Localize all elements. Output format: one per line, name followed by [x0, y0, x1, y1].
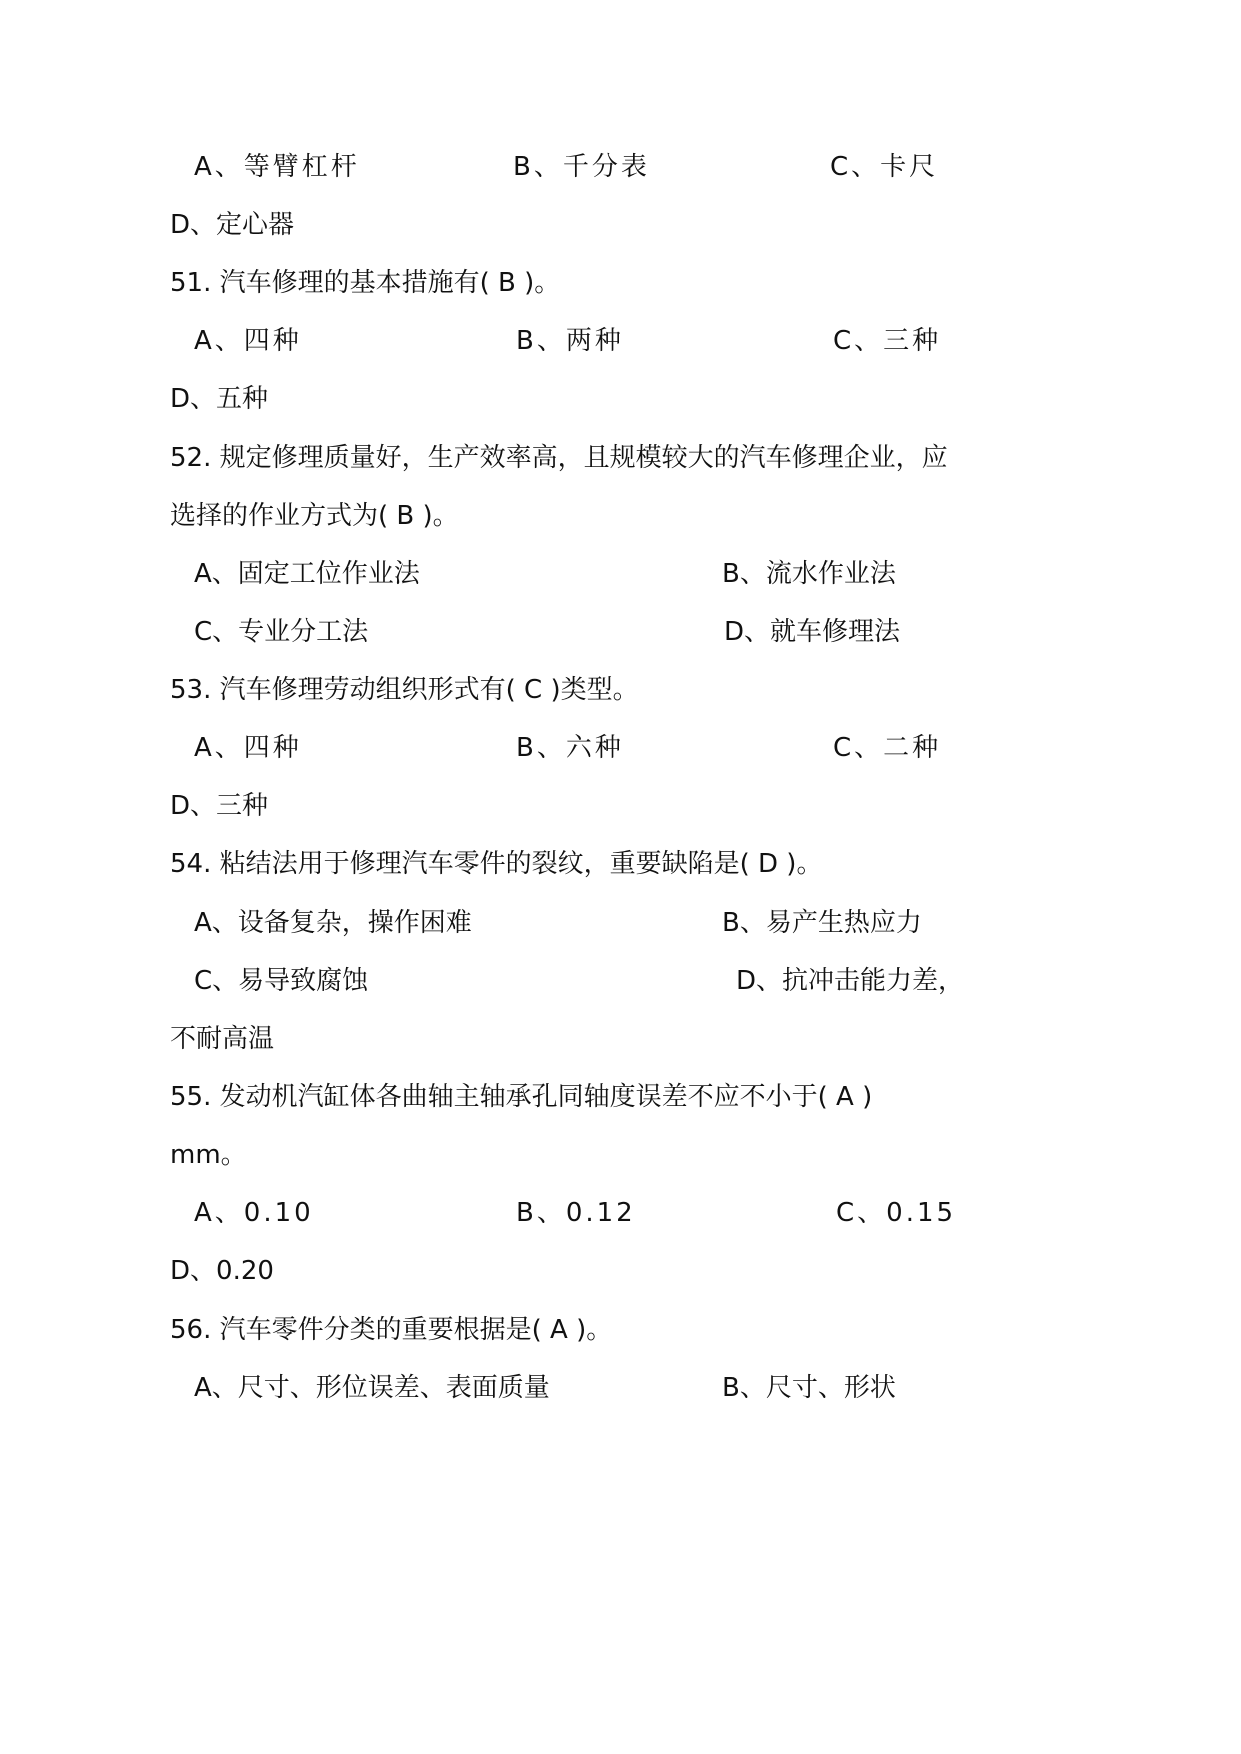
- question-55-unit: mm。: [170, 1140, 247, 1170]
- q52-option-d: D、就车修理法: [724, 617, 901, 647]
- q51-option-c: C、三种: [833, 326, 942, 356]
- q51-option-b: B、两种: [516, 326, 624, 356]
- q54-option-a: A、设备复杂，操作困难: [194, 908, 472, 938]
- q54-option-c: C、易导致腐蚀: [194, 966, 369, 996]
- q54-option-b: B、易产生热应力: [722, 908, 922, 938]
- q54-option-d: D、抗冲击能力差，: [736, 966, 965, 996]
- q51-option-d: D、五种: [170, 384, 269, 414]
- q53-option-c: C、二种: [833, 733, 942, 763]
- question-52-continued: 选择的作业方式为( B )。: [170, 501, 459, 531]
- question-52: 52. 规定修理质量好，生产效率高，且规模较大的汽车修理企业，应: [170, 443, 948, 473]
- q56-option-a: A、尺寸、形位误差、表面质量: [194, 1373, 550, 1403]
- question-54: 54. 粘结法用于修理汽车零件的裂纹，重要缺陷是( D )。: [170, 849, 823, 879]
- q50-option-a: A、等臂杠杆: [194, 152, 360, 182]
- question-55: 55. 发动机汽缸体各曲轴主轴承孔同轴度误差不应不小于( A ): [170, 1082, 873, 1112]
- q53-option-d: D、三种: [170, 791, 269, 821]
- q56-option-b: B、尺寸、形状: [722, 1373, 896, 1403]
- q55-option-a: A、0.10: [194, 1198, 314, 1228]
- q51-option-a: A、四种: [194, 326, 302, 356]
- q55-option-b: B、0.12: [516, 1198, 636, 1228]
- q52-option-a: A、固定工位作业法: [194, 559, 420, 589]
- q52-option-b: B、流水作业法: [722, 559, 896, 589]
- q50-option-c: C、卡尺: [830, 152, 939, 182]
- q54-option-d-continued: 不耐高温: [170, 1024, 275, 1054]
- q50-option-b: B、千分表: [513, 152, 650, 182]
- question-53: 53. 汽车修理劳动组织形式有( C )类型。: [170, 675, 639, 705]
- q53-option-a: A、四种: [194, 733, 302, 763]
- q55-option-d: D、0.20: [170, 1256, 274, 1286]
- q52-option-c: C、专业分工法: [194, 617, 369, 647]
- q50-option-d: D、定心器: [170, 210, 295, 240]
- question-56: 56. 汽车零件分类的重要根据是( A )。: [170, 1315, 613, 1345]
- q53-option-b: B、六种: [516, 733, 624, 763]
- question-51: 51. 汽车修理的基本措施有( B )。: [170, 268, 561, 298]
- q55-option-c: C、0.15: [836, 1198, 957, 1228]
